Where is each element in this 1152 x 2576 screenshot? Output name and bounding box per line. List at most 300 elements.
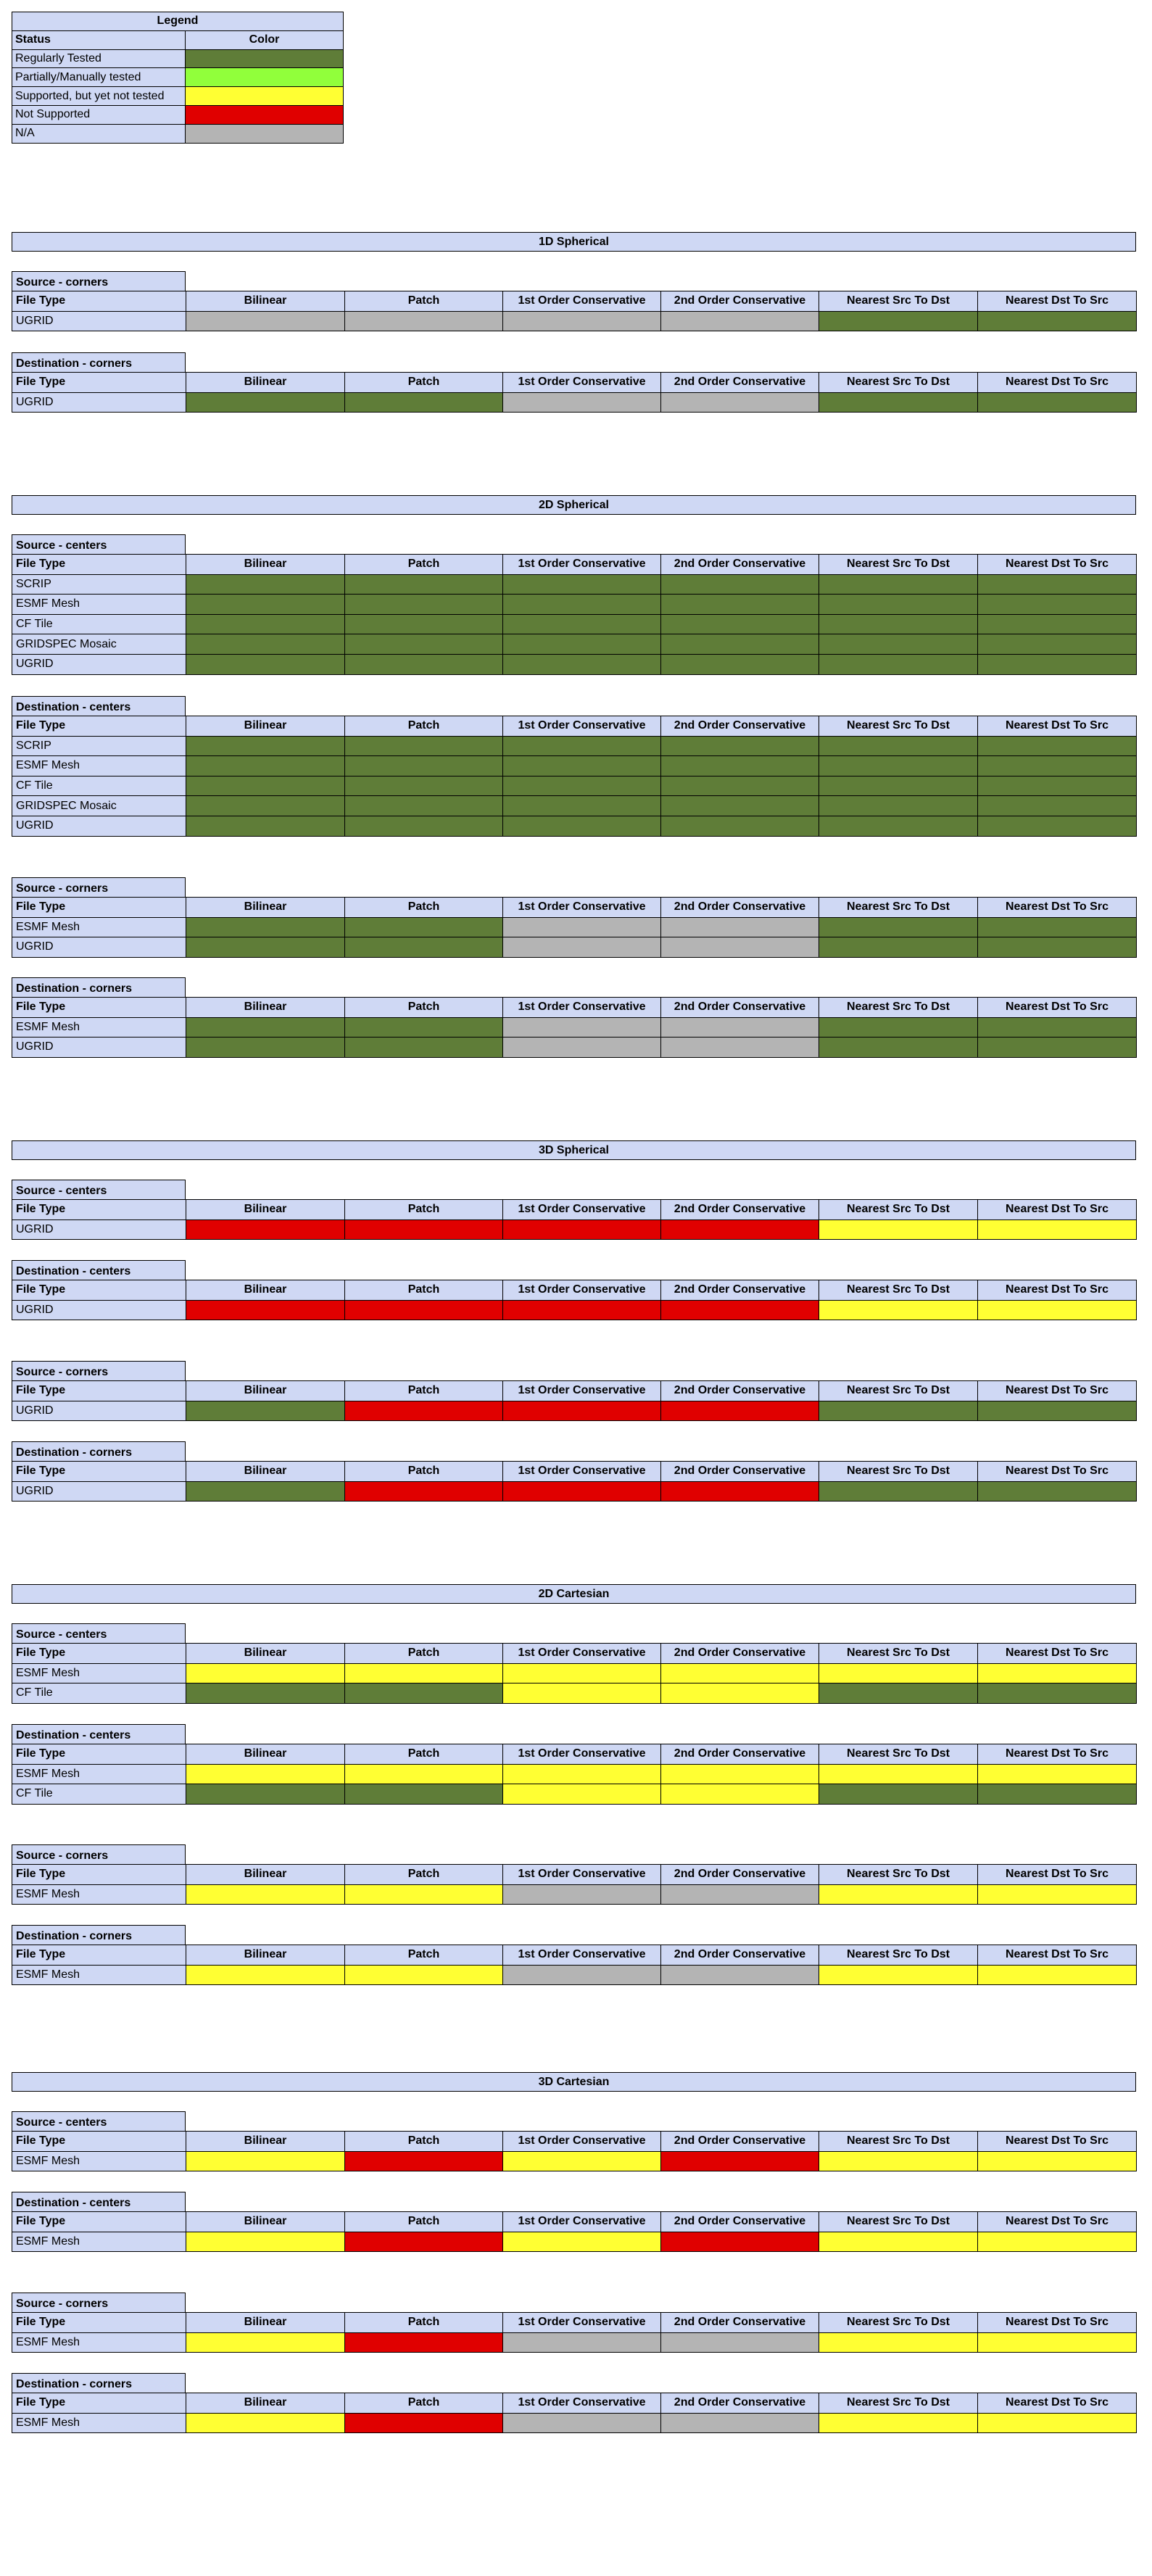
file-type-scrip: SCRIP — [12, 574, 186, 595]
support-table-3d-spherical-destination-centers — [12, 1280, 1137, 1320]
column-header-nearest-src-to-dst: Nearest Src To Dst — [819, 2313, 978, 2333]
table-row — [12, 917, 1137, 937]
status-cell-regularly-tested — [345, 614, 503, 634]
status-cell-not-supported — [661, 1481, 819, 1502]
status-cell-regularly-tested — [186, 574, 345, 595]
status-cell-regularly-tested — [978, 614, 1137, 634]
column-header-bilinear: Bilinear — [186, 716, 345, 737]
table-header-row — [12, 2212, 1137, 2232]
table-label-destination-centers: Destination - centers — [12, 696, 186, 716]
status-cell-regularly-tested — [345, 917, 503, 937]
status-cell-not-supported — [661, 1219, 819, 1240]
status-cell-regularly-tested — [819, 634, 978, 655]
status-cell-supported-not-tested — [978, 1965, 1137, 1985]
table-row — [12, 2332, 1137, 2353]
table-label-destination-centers: Destination - centers — [12, 2192, 186, 2212]
status-cell-regularly-tested — [978, 1401, 1137, 1421]
status-cell-supported-not-tested — [503, 2232, 661, 2252]
status-cell-regularly-tested — [978, 1481, 1137, 1502]
section-title-2d-spherical: 2D Spherical — [12, 495, 1136, 515]
column-header-patch: Patch — [345, 1462, 503, 1482]
column-header-bilinear: Bilinear — [186, 1462, 345, 1482]
support-table-3d-cartesian-source-centers — [12, 2131, 1137, 2171]
column-header-bilinear: Bilinear — [186, 2313, 345, 2333]
status-cell-na — [661, 1017, 819, 1038]
column-header-file-type: File Type — [12, 1462, 186, 1482]
column-header-nearest-src-to-dst: Nearest Src To Dst — [819, 1280, 978, 1301]
table-row — [12, 1481, 1137, 1502]
status-cell-regularly-tested — [345, 392, 503, 413]
status-cell-regularly-tested — [186, 937, 345, 958]
table-header-row — [12, 1644, 1137, 1664]
status-cell-regularly-tested — [978, 1784, 1137, 1805]
column-header-file-type: File Type — [12, 2313, 186, 2333]
file-type-esmf-mesh: ESMF Mesh — [12, 2232, 186, 2252]
status-cell-supported-not-tested — [978, 2232, 1137, 2252]
table-row — [12, 2151, 1137, 2171]
status-cell-supported-not-tested — [978, 1663, 1137, 1683]
table-row — [12, 595, 1137, 615]
legend-label-not-supported: Not Supported — [12, 105, 186, 124]
column-header-nearest-dst-to-src: Nearest Dst To Src — [978, 2313, 1137, 2333]
status-cell-na — [503, 1017, 661, 1038]
support-table-2d-spherical-destination-centers — [12, 716, 1137, 837]
column-header-patch: Patch — [345, 1945, 503, 1966]
table-header-row — [12, 898, 1137, 918]
column-header-2nd-order-conservative: 2nd Order Conservative — [661, 1462, 819, 1482]
status-cell-regularly-tested — [819, 595, 978, 615]
table-row — [12, 1683, 1137, 1704]
status-cell-regularly-tested — [345, 634, 503, 655]
file-type-esmf-mesh: ESMF Mesh — [12, 1884, 186, 1905]
file-type-esmf-mesh: ESMF Mesh — [12, 1017, 186, 1038]
file-type-ugrid: UGRID — [12, 1481, 186, 1502]
status-cell-supported-not-tested — [819, 1300, 978, 1320]
column-header-file-type: File Type — [12, 1865, 186, 1885]
table-label-source-corners: Source - corners — [12, 271, 186, 291]
column-header-nearest-src-to-dst: Nearest Src To Dst — [819, 2132, 978, 2152]
column-header-1st-order-conservative: 1st Order Conservative — [503, 2132, 661, 2152]
status-cell-regularly-tested — [186, 1683, 345, 1704]
column-header-nearest-dst-to-src: Nearest Dst To Src — [978, 291, 1137, 312]
status-cell-supported-not-tested — [503, 2151, 661, 2171]
status-cell-regularly-tested — [186, 654, 345, 674]
status-cell-regularly-tested — [345, 937, 503, 958]
status-cell-supported-not-tested — [186, 2413, 345, 2433]
file-type-esmf-mesh: ESMF Mesh — [12, 595, 186, 615]
column-header-bilinear: Bilinear — [186, 998, 345, 1018]
column-header-patch: Patch — [345, 1865, 503, 1885]
status-cell-not-supported — [345, 2332, 503, 2353]
status-cell-regularly-tested — [661, 614, 819, 634]
support-table-2d-spherical-source-corners — [12, 897, 1137, 958]
column-header-patch: Patch — [345, 1644, 503, 1664]
status-cell-supported-not-tested — [819, 2151, 978, 2171]
table-header-row — [12, 2132, 1137, 2152]
column-header-1st-order-conservative: 1st Order Conservative — [503, 373, 661, 393]
table-row — [12, 311, 1137, 331]
status-cell-supported-not-tested — [661, 1784, 819, 1805]
table-row — [12, 937, 1137, 958]
column-header-2nd-order-conservative: 2nd Order Conservative — [661, 1644, 819, 1664]
column-header-1st-order-conservative: 1st Order Conservative — [503, 555, 661, 575]
status-cell-regularly-tested — [186, 634, 345, 655]
column-header-patch: Patch — [345, 2393, 503, 2414]
status-cell-supported-not-tested — [345, 1764, 503, 1784]
status-cell-supported-not-tested — [503, 1764, 661, 1784]
column-header-nearest-src-to-dst: Nearest Src To Dst — [819, 373, 978, 393]
status-cell-supported-not-tested — [819, 2332, 978, 2353]
column-header-patch: Patch — [345, 555, 503, 575]
table-label-source-centers: Source - centers — [12, 2111, 186, 2132]
table-label-destination-centers: Destination - centers — [12, 1260, 186, 1280]
status-cell-not-supported — [661, 1401, 819, 1421]
file-type-esmf-mesh: ESMF Mesh — [12, 2151, 186, 2171]
status-cell-not-supported — [661, 2151, 819, 2171]
file-type-cf-tile: CF Tile — [12, 614, 186, 634]
status-cell-supported-not-tested — [345, 1663, 503, 1683]
status-cell-regularly-tested — [186, 736, 345, 756]
column-header-2nd-order-conservative: 2nd Order Conservative — [661, 1200, 819, 1220]
column-header-bilinear: Bilinear — [186, 1200, 345, 1220]
status-cell-regularly-tested — [345, 796, 503, 816]
table-row — [12, 1884, 1137, 1905]
section-title-3d-spherical: 3D Spherical — [12, 1140, 1136, 1160]
column-header-nearest-src-to-dst: Nearest Src To Dst — [819, 1381, 978, 1401]
status-cell-regularly-tested — [661, 654, 819, 674]
status-cell-regularly-tested — [978, 311, 1137, 331]
file-type-esmf-mesh: ESMF Mesh — [12, 917, 186, 937]
status-cell-regularly-tested — [978, 756, 1137, 776]
status-cell-not-supported — [503, 1401, 661, 1421]
status-cell-regularly-tested — [661, 816, 819, 836]
status-cell-regularly-tested — [503, 595, 661, 615]
status-cell-not-supported — [345, 2151, 503, 2171]
status-cell-not-supported — [345, 1300, 503, 1320]
table-row — [12, 2413, 1137, 2433]
legend-table — [12, 12, 344, 144]
table-label-destination-corners: Destination - corners — [12, 1925, 186, 1945]
status-cell-regularly-tested — [503, 634, 661, 655]
column-header-1st-order-conservative: 1st Order Conservative — [503, 291, 661, 312]
status-cell-regularly-tested — [345, 1784, 503, 1805]
table-row — [12, 1764, 1137, 1784]
status-cell-regularly-tested — [978, 654, 1137, 674]
column-header-bilinear: Bilinear — [186, 2212, 345, 2232]
table-label-source-centers: Source - centers — [12, 534, 186, 555]
status-cell-regularly-tested — [503, 816, 661, 836]
table-row — [12, 1663, 1137, 1683]
table-label-source-corners: Source - corners — [12, 877, 186, 898]
table-header-row — [12, 373, 1137, 393]
status-cell-regularly-tested — [978, 736, 1137, 756]
status-cell-regularly-tested — [186, 917, 345, 937]
status-cell-supported-not-tested — [819, 1965, 978, 1985]
column-header-1st-order-conservative: 1st Order Conservative — [503, 1644, 661, 1664]
status-cell-regularly-tested — [345, 574, 503, 595]
section-title-1d-spherical: 1D Spherical — [12, 232, 1136, 252]
legend-swatch-na — [186, 124, 344, 143]
table-label-source-corners: Source - corners — [12, 1361, 186, 1381]
table-label-destination-corners: Destination - corners — [12, 2373, 186, 2393]
table-row — [12, 654, 1137, 674]
status-cell-regularly-tested — [819, 1017, 978, 1038]
status-cell-regularly-tested — [503, 574, 661, 595]
column-header-nearest-dst-to-src: Nearest Dst To Src — [978, 716, 1137, 737]
status-cell-regularly-tested — [345, 1038, 503, 1058]
column-header-patch: Patch — [345, 1381, 503, 1401]
status-cell-regularly-tested — [661, 756, 819, 776]
status-cell-regularly-tested — [978, 1038, 1137, 1058]
table-header-row — [12, 2313, 1137, 2333]
status-cell-na — [503, 1038, 661, 1058]
status-cell-na — [661, 2413, 819, 2433]
status-cell-regularly-tested — [819, 614, 978, 634]
column-header-nearest-src-to-dst: Nearest Src To Dst — [819, 2212, 978, 2232]
status-cell-regularly-tested — [819, 1784, 978, 1805]
support-table-2d-spherical-source-centers — [12, 554, 1137, 675]
status-cell-supported-not-tested — [186, 2232, 345, 2252]
table-label-source-corners: Source - corners — [12, 2293, 186, 2313]
status-cell-regularly-tested — [819, 816, 978, 836]
status-cell-na — [503, 2332, 661, 2353]
column-header-2nd-order-conservative: 2nd Order Conservative — [661, 716, 819, 737]
legend-swatch-not-supported — [186, 105, 344, 124]
status-cell-supported-not-tested — [186, 1965, 345, 1985]
status-cell-regularly-tested — [345, 595, 503, 615]
file-type-ugrid: UGRID — [12, 654, 186, 674]
table-label-destination-corners: Destination - corners — [12, 352, 186, 373]
status-cell-regularly-tested — [978, 1017, 1137, 1038]
table-row — [12, 736, 1137, 756]
status-cell-regularly-tested — [978, 816, 1137, 836]
column-header-bilinear: Bilinear — [186, 1744, 345, 1765]
status-cell-regularly-tested — [661, 574, 819, 595]
column-header-patch: Patch — [345, 1200, 503, 1220]
status-cell-regularly-tested — [345, 1683, 503, 1704]
legend-label-regularly-tested: Regularly Tested — [12, 49, 186, 68]
status-cell-supported-not-tested — [661, 1683, 819, 1704]
column-header-nearest-dst-to-src: Nearest Dst To Src — [978, 1381, 1137, 1401]
table-row — [12, 756, 1137, 776]
status-cell-not-supported — [345, 1401, 503, 1421]
table-row — [12, 1219, 1137, 1240]
status-cell-supported-not-tested — [819, 1764, 978, 1784]
status-cell-not-supported — [345, 2413, 503, 2433]
status-cell-regularly-tested — [819, 1481, 978, 1502]
column-header-1st-order-conservative: 1st Order Conservative — [503, 2393, 661, 2414]
status-cell-supported-not-tested — [345, 1884, 503, 1905]
status-cell-regularly-tested — [819, 1401, 978, 1421]
section-title-2d-cartesian: 2D Cartesian — [12, 1584, 1136, 1604]
status-cell-regularly-tested — [819, 1683, 978, 1704]
status-cell-supported-not-tested — [186, 2332, 345, 2353]
column-header-bilinear: Bilinear — [186, 1945, 345, 1966]
status-cell-regularly-tested — [503, 796, 661, 816]
status-cell-supported-not-tested — [978, 1300, 1137, 1320]
column-header-file-type: File Type — [12, 998, 186, 1018]
table-row — [12, 1017, 1137, 1038]
file-type-scrip: SCRIP — [12, 736, 186, 756]
status-cell-supported-not-tested — [819, 1663, 978, 1683]
column-header-nearest-src-to-dst: Nearest Src To Dst — [819, 898, 978, 918]
column-header-1st-order-conservative: 1st Order Conservative — [503, 1865, 661, 1885]
status-cell-regularly-tested — [819, 574, 978, 595]
column-header-1st-order-conservative: 1st Order Conservative — [503, 1744, 661, 1765]
status-cell-supported-not-tested — [978, 2413, 1137, 2433]
column-header-patch: Patch — [345, 716, 503, 737]
status-cell-na — [661, 1038, 819, 1058]
table-row — [12, 634, 1137, 655]
status-cell-na — [503, 1884, 661, 1905]
column-header-2nd-order-conservative: 2nd Order Conservative — [661, 2313, 819, 2333]
status-cell-supported-not-tested — [345, 1965, 503, 1985]
table-header-row — [12, 1381, 1137, 1401]
table-header-row — [12, 1865, 1137, 1885]
column-header-patch: Patch — [345, 2313, 503, 2333]
column-header-bilinear: Bilinear — [186, 291, 345, 312]
status-cell-regularly-tested — [345, 776, 503, 796]
column-header-1st-order-conservative: 1st Order Conservative — [503, 1945, 661, 1966]
column-header-1st-order-conservative: 1st Order Conservative — [503, 2313, 661, 2333]
file-type-ugrid: UGRID — [12, 392, 186, 413]
column-header-file-type: File Type — [12, 1945, 186, 1966]
column-header-nearest-dst-to-src: Nearest Dst To Src — [978, 2212, 1137, 2232]
status-cell-supported-not-tested — [978, 2332, 1137, 2353]
column-header-2nd-order-conservative: 2nd Order Conservative — [661, 998, 819, 1018]
file-type-ugrid: UGRID — [12, 1219, 186, 1240]
support-table-3d-spherical-source-centers — [12, 1199, 1137, 1240]
support-table-2d-cartesian-source-centers — [12, 1643, 1137, 1704]
file-type-gridspec-mosaic: GRIDSPEC Mosaic — [12, 796, 186, 816]
status-cell-supported-not-tested — [661, 1663, 819, 1683]
column-header-nearest-dst-to-src: Nearest Dst To Src — [978, 2393, 1137, 2414]
status-cell-regularly-tested — [819, 1038, 978, 1058]
status-cell-not-supported — [186, 1300, 345, 1320]
file-type-ugrid: UGRID — [12, 1300, 186, 1320]
status-cell-regularly-tested — [186, 1481, 345, 1502]
column-header-patch: Patch — [345, 2212, 503, 2232]
column-header-2nd-order-conservative: 2nd Order Conservative — [661, 1945, 819, 1966]
status-cell-regularly-tested — [186, 595, 345, 615]
column-header-bilinear: Bilinear — [186, 373, 345, 393]
status-cell-not-supported — [661, 1300, 819, 1320]
column-header-nearest-src-to-dst: Nearest Src To Dst — [819, 998, 978, 1018]
column-header-nearest-dst-to-src: Nearest Dst To Src — [978, 1945, 1137, 1966]
column-header-patch: Patch — [345, 998, 503, 1018]
legend-swatch-partially-tested — [186, 68, 344, 87]
column-header-nearest-dst-to-src: Nearest Dst To Src — [978, 1744, 1137, 1765]
file-type-esmf-mesh: ESMF Mesh — [12, 756, 186, 776]
column-header-2nd-order-conservative: 2nd Order Conservative — [661, 1744, 819, 1765]
file-type-ugrid: UGRID — [12, 1038, 186, 1058]
status-cell-na — [503, 2413, 661, 2433]
support-table-1d-spherical-destination-corners — [12, 372, 1137, 413]
table-label-destination-corners: Destination - corners — [12, 977, 186, 998]
column-header-patch: Patch — [345, 898, 503, 918]
column-header-bilinear: Bilinear — [186, 1280, 345, 1301]
status-cell-not-supported — [503, 1481, 661, 1502]
table-header-row — [12, 1945, 1137, 1966]
status-cell-regularly-tested — [186, 1401, 345, 1421]
column-header-file-type: File Type — [12, 1280, 186, 1301]
legend-label-supported-not-tested: Supported, but yet not tested — [12, 87, 186, 106]
status-cell-regularly-tested — [978, 1683, 1137, 1704]
status-cell-supported-not-tested — [186, 2151, 345, 2171]
column-header-patch: Patch — [345, 373, 503, 393]
column-header-file-type: File Type — [12, 291, 186, 312]
column-header-nearest-src-to-dst: Nearest Src To Dst — [819, 1200, 978, 1220]
status-cell-regularly-tested — [186, 816, 345, 836]
column-header-file-type: File Type — [12, 555, 186, 575]
file-type-ugrid: UGRID — [12, 816, 186, 836]
column-header-nearest-dst-to-src: Nearest Dst To Src — [978, 1462, 1137, 1482]
status-cell-supported-not-tested — [819, 1884, 978, 1905]
column-header-nearest-dst-to-src: Nearest Dst To Src — [978, 373, 1137, 393]
table-row — [12, 816, 1137, 836]
column-header-bilinear: Bilinear — [186, 2393, 345, 2414]
table-header-row — [12, 1462, 1137, 1482]
legend-label-na: N/A — [12, 124, 186, 143]
status-cell-supported-not-tested — [819, 1219, 978, 1240]
column-header-file-type: File Type — [12, 373, 186, 393]
column-header-file-type: File Type — [12, 2212, 186, 2232]
column-header-nearest-src-to-dst: Nearest Src To Dst — [819, 555, 978, 575]
column-header-nearest-dst-to-src: Nearest Dst To Src — [978, 1280, 1137, 1301]
table-label-source-corners: Source - corners — [12, 1844, 186, 1865]
table-row — [12, 2232, 1137, 2252]
legend-title: Legend — [12, 12, 344, 31]
status-cell-regularly-tested — [661, 595, 819, 615]
status-cell-regularly-tested — [819, 392, 978, 413]
status-cell-regularly-tested — [819, 736, 978, 756]
status-cell-regularly-tested — [978, 595, 1137, 615]
status-cell-regularly-tested — [503, 736, 661, 756]
column-header-file-type: File Type — [12, 2393, 186, 2414]
table-header-row — [12, 1200, 1137, 1220]
column-header-bilinear: Bilinear — [186, 898, 345, 918]
file-type-esmf-mesh: ESMF Mesh — [12, 1663, 186, 1683]
support-table-2d-cartesian-source-corners — [12, 1864, 1137, 1905]
legend-swatch-regularly-tested — [186, 49, 344, 68]
status-cell-not-supported — [661, 2232, 819, 2252]
status-cell-supported-not-tested — [978, 1219, 1137, 1240]
status-cell-regularly-tested — [819, 654, 978, 674]
status-cell-regularly-tested — [819, 776, 978, 796]
status-cell-regularly-tested — [978, 917, 1137, 937]
status-cell-regularly-tested — [186, 1017, 345, 1038]
column-header-1st-order-conservative: 1st Order Conservative — [503, 2212, 661, 2232]
file-type-cf-tile: CF Tile — [12, 1784, 186, 1805]
column-header-nearest-dst-to-src: Nearest Dst To Src — [978, 2132, 1137, 2152]
file-type-cf-tile: CF Tile — [12, 1683, 186, 1704]
column-header-file-type: File Type — [12, 1200, 186, 1220]
status-cell-regularly-tested — [345, 756, 503, 776]
file-type-ugrid: UGRID — [12, 311, 186, 331]
status-cell-supported-not-tested — [186, 1663, 345, 1683]
status-cell-regularly-tested — [978, 776, 1137, 796]
status-cell-supported-not-tested — [186, 1884, 345, 1905]
column-header-file-type: File Type — [12, 1644, 186, 1664]
column-header-nearest-src-to-dst: Nearest Src To Dst — [819, 2393, 978, 2414]
status-cell-regularly-tested — [819, 937, 978, 958]
table-header-row — [12, 555, 1137, 575]
status-cell-regularly-tested — [503, 776, 661, 796]
file-type-ugrid: UGRID — [12, 937, 186, 958]
table-header-row — [12, 291, 1137, 312]
table-row — [12, 776, 1137, 796]
status-cell-regularly-tested — [661, 736, 819, 756]
